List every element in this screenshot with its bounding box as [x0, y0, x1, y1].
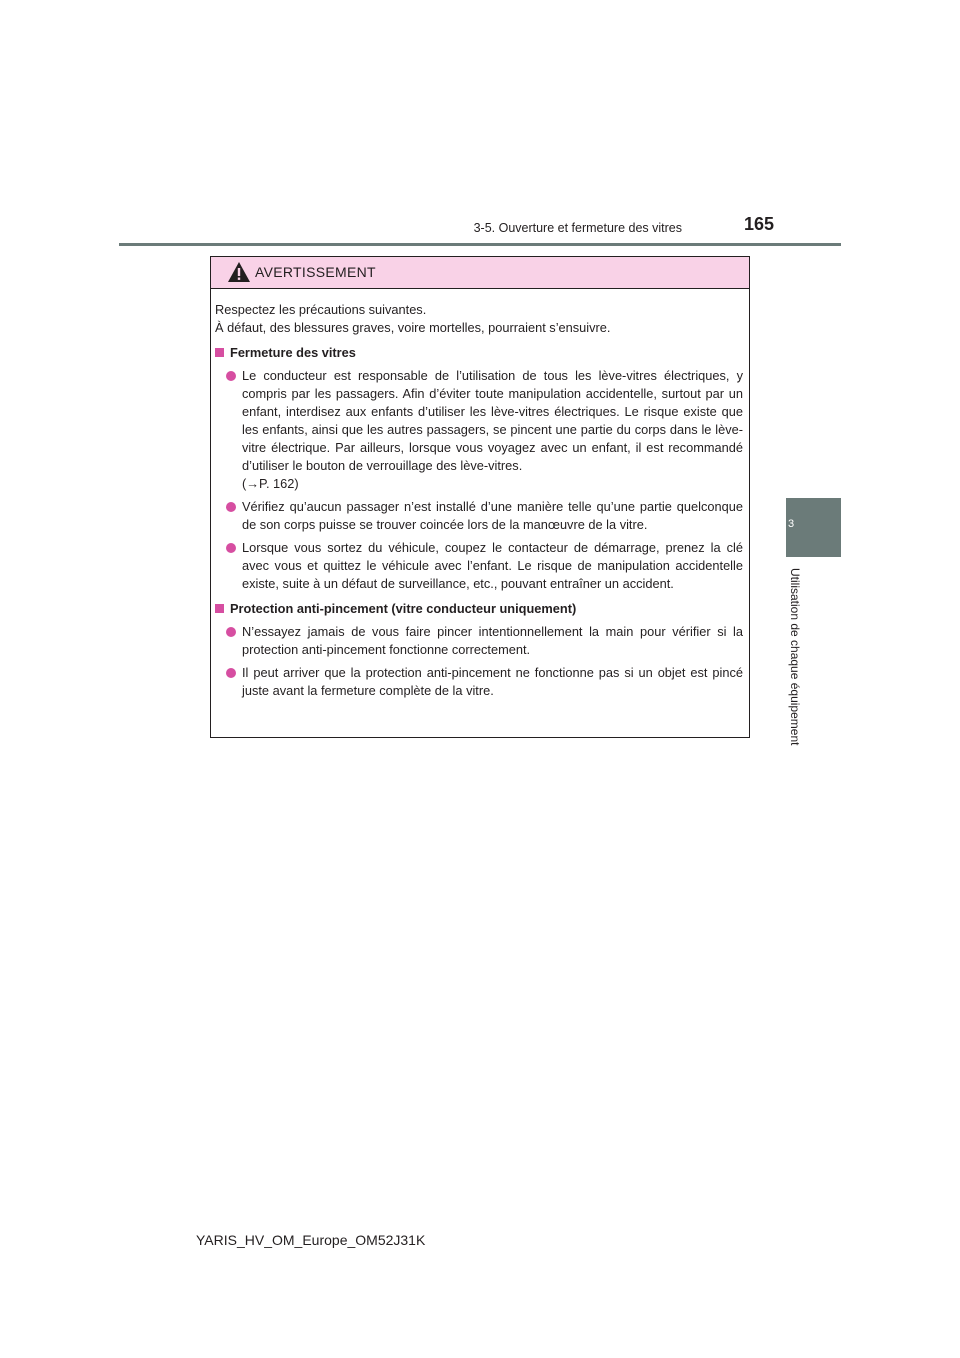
section-heading	[215, 344, 749, 362]
warning-item	[242, 539, 743, 593]
header-rule	[119, 243, 841, 246]
warning-item-text: N’essayez jamais de vous faire pincer intentionnellement la main pour vérifier si la protection anti-pincement fonctionne correctement.	[242, 624, 743, 657]
round-bullet-icon	[226, 371, 236, 381]
page-number: 165	[743, 214, 774, 234]
round-bullet-icon	[226, 627, 236, 637]
warning-item	[242, 367, 743, 493]
section-heading-text: Fermeture des vitres	[230, 345, 356, 360]
warning-body	[211, 301, 749, 700]
section-heading	[215, 600, 749, 618]
warning-item-text: Vérifiez qu’aucun passager n’est installé d’une manière telle qu’une partie quelconque de son corps puisse se trouver coincée lors de la manœuvre de la vitre.	[242, 499, 743, 532]
warning-box	[210, 256, 750, 738]
document-id: YARIS_HV_OM_Europe_OM52J31K	[196, 1232, 426, 1248]
page-reference: (→P. 162)	[242, 476, 299, 491]
warning-triangle-icon	[227, 261, 251, 283]
warning-item	[242, 498, 743, 534]
round-bullet-icon	[226, 502, 236, 512]
warning-intro-line: Respectez les précautions suivantes.	[215, 302, 427, 317]
square-bullet-icon	[215, 604, 224, 613]
round-bullet-icon	[226, 543, 236, 553]
warning-item-text: Le conducteur est responsable de l’utilisation de tous les lève-vitres électriques, y compris par les passagers. Afin d’éviter toute manipulation accidentelle, surtout par un enfant, interdisez aux enfants d’utiliser les lève-vitres électriques. Le risque existe que les enfants, ainsi que les autres passagers, se pincent une partie du corps dans le lève-vitre électrique. Par ailleurs, lorsque vous voyagez avec un enfant, il est recommandé d’utiliser le bouton de verrouillage des lève-vitres.	[242, 368, 743, 473]
warning-item	[242, 623, 743, 659]
round-bullet-icon	[226, 668, 236, 678]
chapter-section-title: 3-5. Ouverture et fermeture des vitres	[473, 221, 682, 235]
warning-item	[242, 664, 743, 700]
warning-intro-line: À défaut, des blessures graves, voire mortelles, pourraient s’ensuivre.	[215, 320, 611, 335]
square-bullet-icon	[215, 348, 224, 357]
warning-title: AVERTISSEMENT	[255, 264, 376, 280]
chapter-tab-number: 3	[788, 518, 795, 530]
section-heading-text: Protection anti-pincement (vitre conducteur uniquement)	[230, 601, 577, 616]
chapter-side-title: Utilisation de chaque équipement	[788, 568, 802, 746]
warning-item-text: Lorsque vous sortez du véhicule, coupez le contacteur de démarrage, prenez la clé avec vous et quittez le véhicule avec l’enfant. Le risque de manipulation accidentelle existe, suite à un défaut de surveillance, etc., pouvant entraîner un accident.	[242, 540, 743, 591]
warning-item-text: Il peut arriver que la protection anti-pincement ne fonctionne pas si un objet est pincé juste avant la fermeture complète de la vitre.	[242, 665, 743, 698]
warning-header	[211, 257, 749, 289]
